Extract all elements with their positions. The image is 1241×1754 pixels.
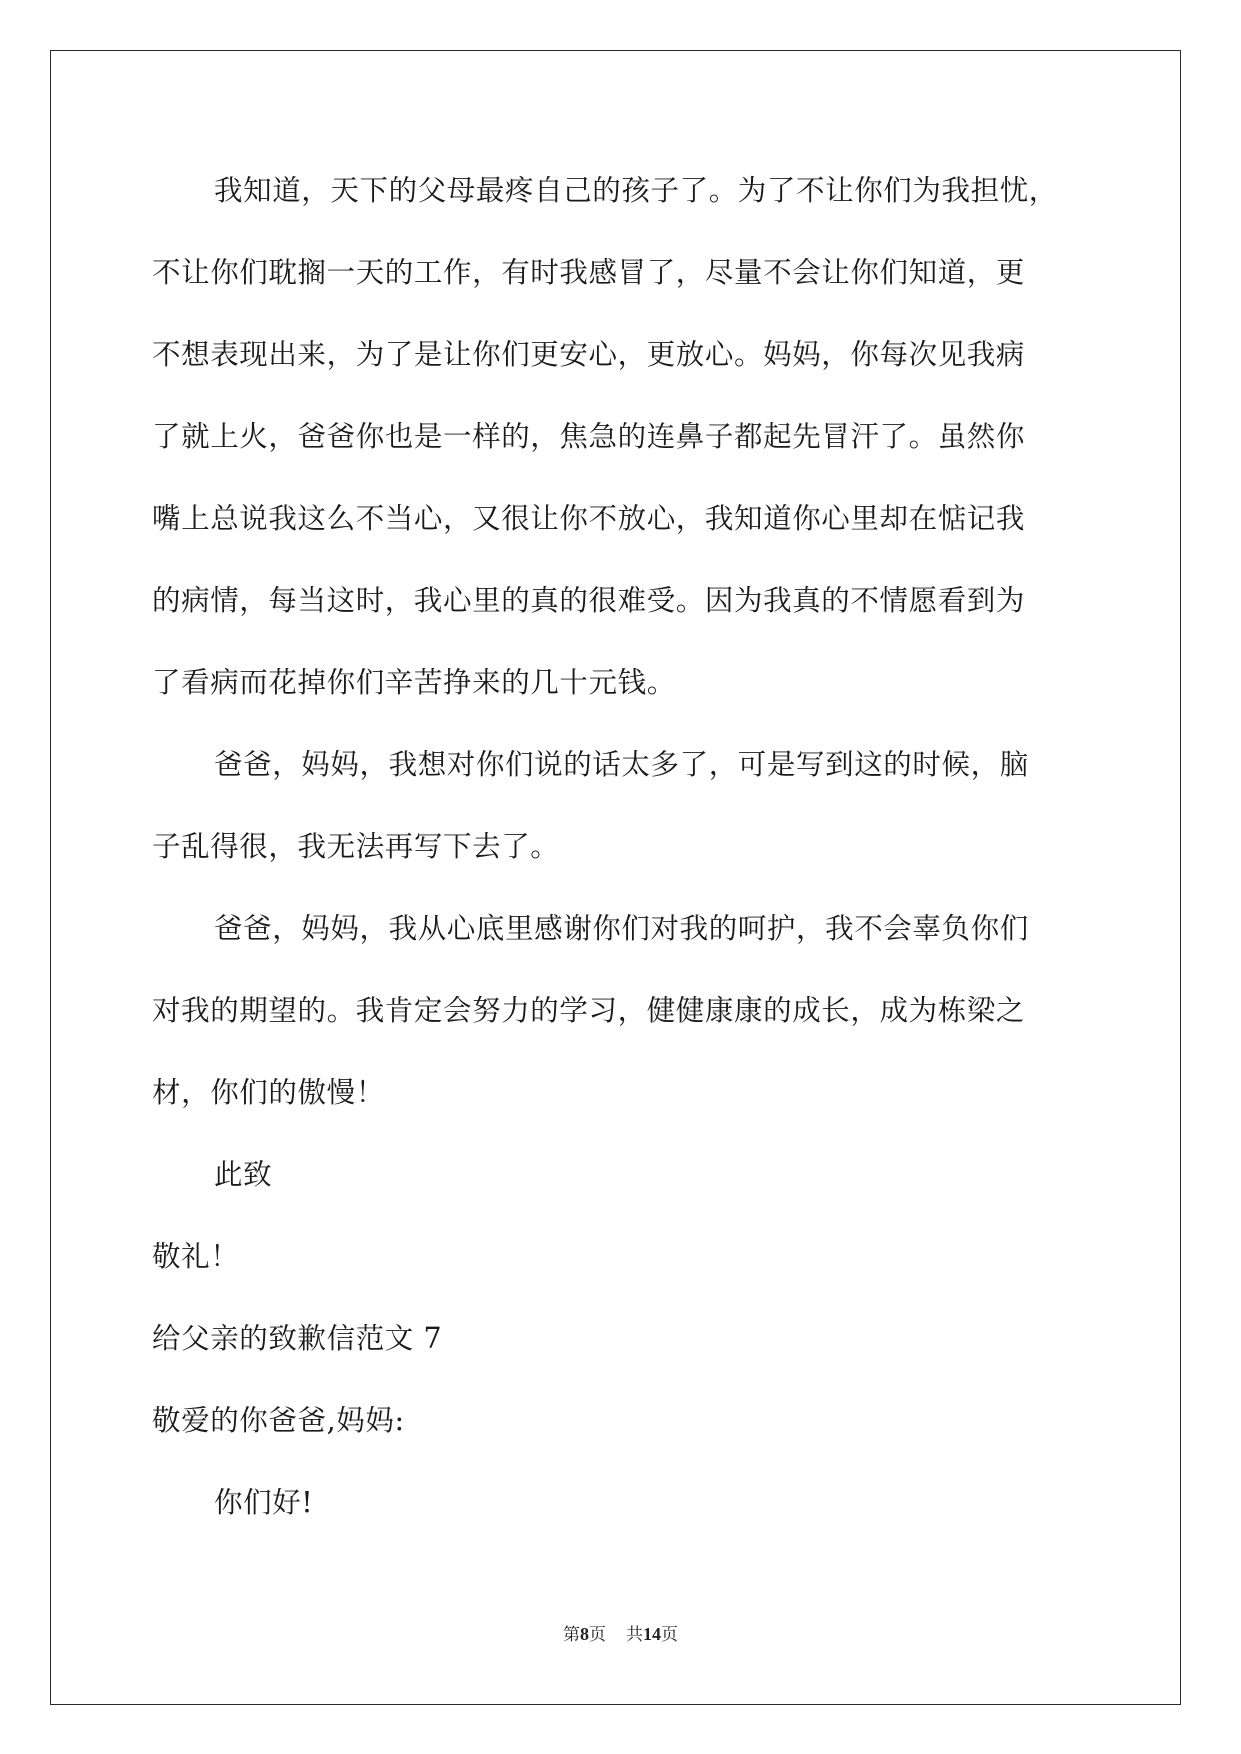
- greeting-text: 敬爱的你爸爸,妈妈:: [152, 1404, 405, 1437]
- page-footer: [0, 1622, 1241, 1647]
- footer-page-suffix: 页: [589, 1625, 606, 1645]
- footer-total-prefix: 共: [626, 1625, 643, 1645]
- paragraph-1: [152, 150, 1092, 724]
- text-line: 子乱得很，我无法再写下去了。: [152, 830, 560, 863]
- text-line: 不让你们耽搁一天的工作，有时我感冒了，尽量不会让你们知道，更: [152, 256, 1026, 289]
- salute-text: 敬礼！: [152, 1240, 240, 1273]
- footer-total-pages: 14: [643, 1624, 661, 1644]
- footer-page-number: 8: [580, 1624, 589, 1644]
- text-line: 嘴上总说我这么不当心，又很让你不放心，我知道你心里却在惦记我: [152, 502, 1026, 535]
- closing-text: 此致: [214, 1158, 273, 1191]
- text-line: 对我的期望的。我肯定会努力的学习，健健康康的成长，成为栋梁之: [152, 994, 1026, 1027]
- text-line: 了就上火，爸爸你也是一样的，焦急的连鼻子都起先冒汗了。虽然你: [152, 420, 1026, 453]
- opening-text: 你们好!: [214, 1486, 314, 1519]
- footer-total-suffix: 页: [661, 1625, 678, 1645]
- text-line: 了看病而花掉你们辛苦挣来的几十元钱。: [152, 666, 676, 699]
- document-body: [152, 150, 1092, 1544]
- text-line: 我知道，天下的父母最疼自己的孩子了。为了不让你们为我担忧，: [214, 174, 1058, 207]
- footer-page-prefix: 第: [563, 1625, 580, 1645]
- section-title: 给父亲的致歉信范文 7: [152, 1322, 443, 1355]
- text-line: 爸爸，妈妈，我想对你们说的话太多了，可是写到这的时候，脑: [214, 748, 1029, 781]
- paragraph-3: [152, 888, 1092, 1134]
- text-line: 材，你们的傲慢！: [152, 1076, 385, 1109]
- text-line: 爸爸，妈妈，我从心底里感谢你们对我的呵护，我不会辜负你们: [214, 912, 1029, 945]
- text-line: 不想表现出来，为了是让你们更安心，更放心。妈妈，你每次见我病: [152, 338, 1026, 371]
- text-line: 的病情，每当这时，我心里的真的很难受。因为我真的不情愿看到为: [152, 584, 1026, 617]
- paragraph-2: [152, 724, 1092, 888]
